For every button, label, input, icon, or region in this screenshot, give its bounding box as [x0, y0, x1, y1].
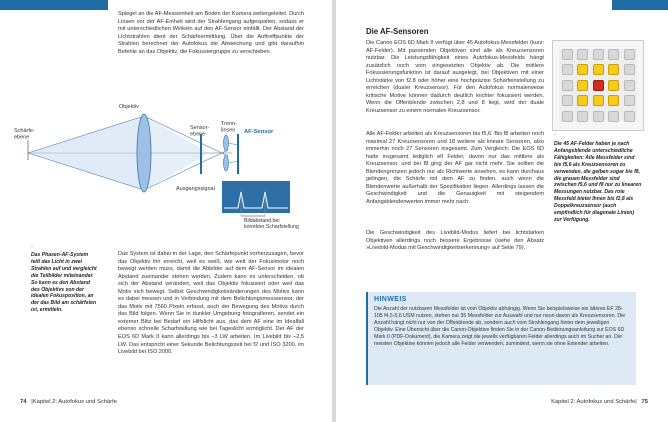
- hinweis-box: [366, 292, 636, 385]
- caption-marker-icon: ◦: [31, 244, 33, 250]
- af-point: [608, 95, 619, 106]
- page-number: 75: [641, 399, 648, 405]
- caption-marker-icon: ◦: [554, 132, 556, 138]
- section-title: Die AF-Sensoren: [366, 27, 429, 36]
- af-point: [608, 80, 619, 91]
- af-point: [624, 49, 635, 60]
- af-point: [608, 111, 619, 122]
- af-point: [577, 49, 588, 60]
- left-page: [0, 0, 332, 422]
- af-point: [608, 64, 619, 75]
- af-point: [624, 95, 635, 106]
- main-paragraph: Das System ist dabei in der Lage, den Schärfepunkt vorherzusagen, bevor das Objektiv ihn erreicht, weil es weiß, wie weit der Fokusmotor noch bewegt werden muss, damit die Abbilder auf dem AF-Sensor im idealen Abstand zueinander stehen werden. Zudem kann es unterscheiden, ob sich der Abstand verändert, weil das Objektiv fokussiert oder weil das Motiv sich bewegt. Selbst Geschwindigkeitsänderungen des Motivs kann es dabei messen und in Verbindung mit dem Belichtungsmesssensor, der das Motiv mit 7560 Pixeln erfasst, auch der Bewegung des Motivs durch das Bild folgen. Wenn Sie in dunkler Umgebung fotografieren, sendet ein externer Blitz bei Bedarf ein Hilfslicht aus, das dem AF eine im Idealfall ebenso schnelle Scharfstellung wie bei Tageslicht ermöglicht. Der AF der EOS 6D Mark II kann allerdings bis –3 LW arbeiten. Im Livebild bis –2,5 LW. Das entspricht einer Sekunde Belichtungszeit bei f2 und ISO 3200, im Livebild bei ISO 2000.: [118, 251, 304, 356]
- af-paragraph-2: Alle AF-Felder arbeiten als Kreuzsensoren bis f5,6. Bis f8 arbeiten noch maximal 27 Kreuzsensoren und 18 weitere als lineare Sensoren, also immerhin noch 27 Sensoren insgesamt. Zum Vergleich: Die EOS 6D hatte insgesamt lediglich elf Felder, davon nur das mittlere als Kreuzsensor, und bei f8 ging der AF gar nicht mehr. Sie sollten die Blendengrenzen jedoch nur als Richtwerte ansehen, es kann durchaus gelingen, die Schärfe mit dem AF zu finden, auch wenn die Blendenwerte außerhalb der Spezifikation liegen. Allerdings lassen die Geschwindigkeit und die Genauigkeit mit steigendem Anfangsblendenwerten immer mehr nach.: [366, 131, 544, 205]
- af-point: [593, 64, 604, 75]
- af-point: [562, 111, 573, 122]
- af-point: [577, 95, 588, 106]
- af-point: [608, 49, 619, 60]
- af-grid: [559, 49, 637, 121]
- right-page: [336, 0, 668, 422]
- af-point: [624, 80, 635, 91]
- label-objektiv: Objektiv: [119, 104, 139, 110]
- af-point: [593, 95, 604, 106]
- af-point: [624, 64, 635, 75]
- label-schaerfeebene: Schärfe-ebene: [14, 128, 35, 141]
- left-footer: [20, 399, 117, 405]
- chapter-label: |Kapitel 2: Autofokus und Schärfe: [31, 399, 117, 405]
- chapter-label: Kapitel 2: Autofokus und Schärfe|: [551, 399, 637, 405]
- af-point: [562, 64, 573, 75]
- af-point: [593, 111, 604, 122]
- page-tab: [612, 0, 668, 10]
- hinweis-title: HINWEIS: [374, 296, 407, 303]
- af-paragraph-3: Die Geschwindigkeit des Livebild-Modus liefert bei lichtstarken Objektiven allerdings noch bessere Ergebnisse (siehe den Absatz »Livebild-Modus mit Geschwindigkeitserkennung« auf Seite 79).: [366, 230, 544, 252]
- af-point: [562, 95, 573, 106]
- af-figure-caption: Die 45 AF-Felder haben je nach Anfangsblende unterschiedliche Fähigkeiten: Alle Messfelder sind bis f5,6 als Kreuzsensoren zu verwenden, die gelben sogar bis f8, die grauen Messfelder sind zwischen f5,6 und f8 nur zu linearen Messungen nutzbar. Das rote Messfeld bietet Ihnen bis f2,8 als Doppelkreuzsensor (auch empfindlich für diagonale Linien) zur Verfügung.: [554, 141, 642, 223]
- af-point: [577, 64, 588, 75]
- label-sensorebene: Sensor-ebene: [190, 125, 210, 138]
- af-point: [562, 80, 573, 91]
- phase-af-diagram: [6, 98, 306, 238]
- af-paragraph-1: Die Canon EOS 6D Mark II verfügt über 45 Autofokus-Messfelder (kurz: AF-Felder). Mit passenden Objektiven sind alle als Kreuzsensoren nutzbar. Die Leistungsfähigkeit eines Autofokus-Messfelds hängt zusätzlich noch vom eingesetzten Objektiv ab. Die mittlere Fokussierungsfunktion ist darauf ausgelegt, bei Objektiven mit einer Lichtstärke von f2,8 oder höher eine hochpräzise Scharfeinstellung zu erreichen (dualer Kreuzsensor). Für den Autofokus normalerweise kritische Motive können dadurch deutlich leichter fokussiert werden. Wenn die Offenblende zwischen 2,8 und 8 liegt, wird der duale Kreuzsensor zu einem normalen Kreuzsensor.: [366, 40, 544, 114]
- label-af-sensor: AF-Sensor: [244, 129, 274, 135]
- af-point: [562, 49, 573, 60]
- af-sensor-figure: [552, 40, 644, 131]
- intro-paragraph: Spiegel an die AF-Messeinheit am Boden der Kamera weitergeleitet. Durch Linsen vor der AF-Einheit wird der Strahlengang aufgespalten, sodass er mit unterschiedlichen Winkeln auf den AF-Sensor einfällt. Der Abstand der Lichtstrahlen dient der Schärfeermittlung. Über die Auftreffpunkte der Strahlen berechnet der Autofokus die Abweichung und gibt daraufhin Befehle an das Objektiv, die Fokussiergruppe zu verschieben.: [118, 11, 304, 55]
- right-footer: [551, 399, 648, 405]
- label-bildabstand: Bildabstand bei korrekter Scharfstellung: [244, 218, 299, 230]
- lens-shape: [137, 114, 151, 192]
- page-number: 74: [20, 399, 27, 405]
- figure-caption: Das Phasen-AF-System teilt das Licht in zwei Strahlen auf und vergleicht die Teilbilder miteinander. So kann es den Abstand des Objektivs von der idealen Fokusposition, an der das Bild am schärfsten ist, ermitteln.: [31, 252, 97, 314]
- label-trennlinsen: Trenn-linsen: [221, 121, 237, 134]
- page-tab: [0, 0, 108, 10]
- af-point: [593, 80, 604, 91]
- hinweis-text: Die Anzahl der nutzbaren Messfelder ist vom Objektiv abhängig. Wenn Sie beispielsweise ein älteres EF 28-105 f4,5-5,6 USM nutzen, stehen nur 35 Messfelder zur Auswahl und nur neun davon als Kreuzsensoren. Die Anzahl hängt nicht nur von der Offenblende ab, sondern auch vom Strahlengang hinter dem jeweiligen Objektiv. Eine Übersicht über die Canon-Objektive finden Sie in der Canon-Bedienungsanleitung zur EOS 6D Mark II (PDF-Dokument), die Kamera zeigt die jeweils verfügbaren Felder allerdings auch im Sucher an. Die meisten Objektive können jedoch alle Felder verwenden, zumindest, wenn sie ohne Extender arbeiten.: [374, 306, 626, 348]
- label-ausgangssignal: Ausgangssignal: [176, 186, 215, 192]
- af-point: [577, 80, 588, 91]
- af-point: [624, 111, 635, 122]
- af-point: [593, 49, 604, 60]
- af-point: [577, 111, 588, 122]
